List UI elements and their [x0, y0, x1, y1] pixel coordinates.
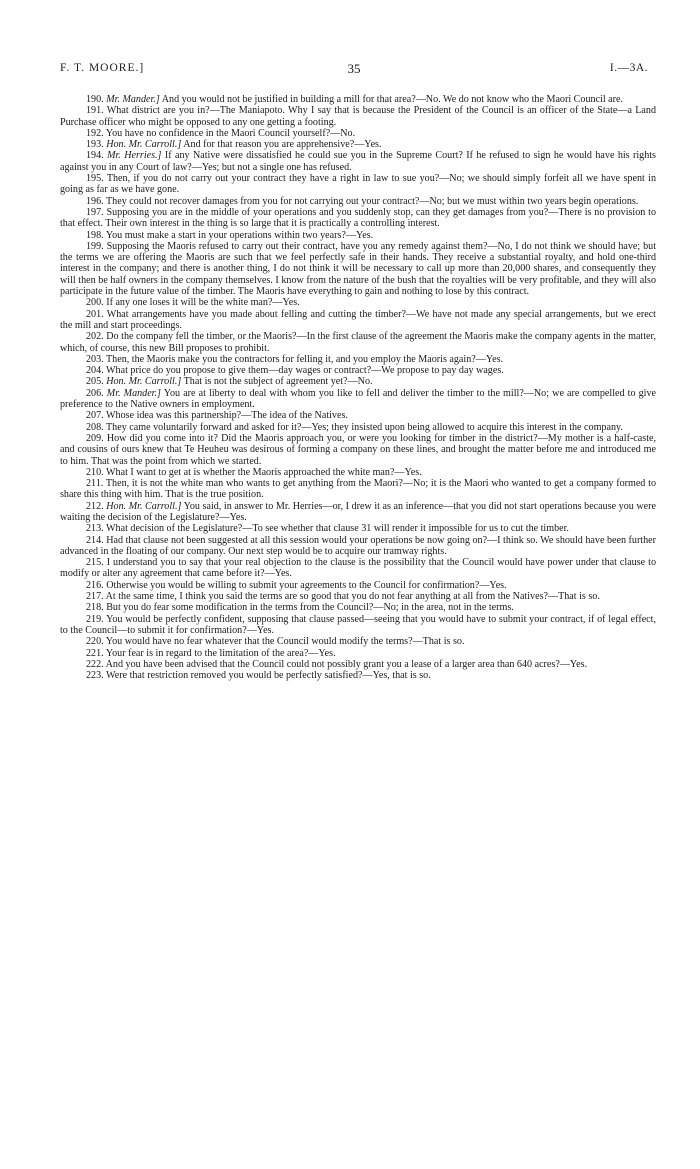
- question-number: 216.: [86, 579, 104, 591]
- question-number: 210.: [86, 466, 104, 478]
- speaker-name: Mr. Mander.]: [106, 94, 160, 105]
- testimony-paragraph: [60, 128, 656, 139]
- testimony-paragraph: [60, 150, 656, 173]
- header-witness: F. T. MOORE.]: [60, 62, 145, 74]
- paragraph-text: Your fear is in regard to the limitation of the area?—Yes.: [105, 647, 336, 659]
- paragraph-text: Then, if you do not carry out your contract they have a right in law to sue you?—No; we should simply forfeit all we have spent in going as far as we have gone.: [60, 173, 657, 196]
- testimony-paragraph: [60, 297, 656, 308]
- question-number: 209.: [86, 432, 104, 444]
- paragraph-text: How did you come into it? Did the Maoris approach you, or were you looking for timber in the district?—My mother is a half-caste, and cousins of ours knew that Te Heuheu was desirous of forming a company on these lines, and brought the matter before me and introduced me to him. That was the point from which we started.: [60, 432, 657, 467]
- paragraph-text: Then, the Maoris make you the contractors for felling it, and you employ the Maoris again?—Yes.: [106, 353, 504, 365]
- question-number: 195.: [86, 173, 104, 185]
- paragraph-text: What arrangements have you made about felling and cutting the timber?—We have not made any special arrangements, but we erect the mill and start proceedings.: [60, 308, 656, 331]
- paragraph-text: That is not the subject of agreement yet?—No.: [181, 376, 373, 388]
- testimony-paragraph: [60, 535, 656, 558]
- document-reference: I.—3A.: [609, 62, 648, 74]
- paragraph-text: What I want to get at is whether the Maoris approached the white man?—Yes.: [106, 466, 422, 478]
- testimony-paragraph: [60, 196, 656, 207]
- testimony-paragraph: [60, 388, 656, 411]
- paragraph-text: Do the company fell the timber, or the Maoris?—In the first clause of the agreement the Maoris make the company agents in the matter, which, of course, this new Bill proposes to prohibit.: [60, 331, 657, 354]
- question-number: 212.: [86, 500, 104, 512]
- paragraph-text: At the same time, I think you said the terms are so good that you do not fear anything at all from the Natives?—That is so.: [105, 591, 600, 603]
- speaker-name: Hon. Mr. Carroll.]: [106, 376, 182, 388]
- question-number: 202.: [86, 331, 104, 343]
- testimony-paragraph: [60, 636, 656, 647]
- testimony-paragraph: [60, 331, 656, 354]
- testimony-paragraph: [60, 591, 656, 602]
- testimony-body: [60, 94, 656, 681]
- testimony-paragraph: [60, 241, 656, 297]
- testimony-paragraph: [60, 648, 656, 659]
- question-number: 194.: [86, 150, 104, 162]
- paragraph-text: What decision of the Legislature?—To see whether that clause 31 will render it impossible for us to cut the timber.: [106, 523, 569, 535]
- testimony-paragraph: [60, 659, 656, 670]
- paragraph-text: What district are you in?—The Maniapoto. Why I say that is because the President of the Council is an officer of the State—a Land Purchase officer who might be opposed to any one getting a footing.: [60, 105, 656, 128]
- question-number: 192.: [86, 127, 104, 139]
- paragraph-text: You have no confidence in the Maori Council yourself?—No.: [105, 127, 356, 139]
- paragraph-text: I understand you to say that your real objection to the clause is the possibility that the Council would have power under that clause to modify or alter any agreement that came before it?—Yes.: [60, 557, 656, 580]
- question-number: 200.: [86, 297, 104, 309]
- paragraph-text: Supposing you are in the middle of your operations and you suddenly stop, can they get damages from you?—There is no provision to that effect. Their own interest in the thing is so large that it is practically a controlling interest.: [60, 206, 656, 230]
- question-number: 211.: [86, 478, 104, 490]
- testimony-paragraph: [60, 105, 656, 128]
- question-number: 193.: [86, 139, 104, 151]
- testimony-paragraph: [60, 376, 656, 387]
- testimony-paragraph: [60, 670, 656, 681]
- question-number: 201.: [86, 308, 104, 320]
- question-number: 219.: [86, 613, 104, 625]
- question-number: 205.: [86, 376, 104, 388]
- question-number: 208.: [86, 421, 104, 433]
- question-number: 206.: [86, 387, 104, 399]
- question-number: 213.: [86, 523, 104, 535]
- question-number: 215.: [86, 557, 104, 569]
- paragraph-text: You said, in answer to Mr. Herries—or, I drew it as an inference—that you did not start operations because you were waiting the decision of the Legislature?—Yes.: [60, 500, 656, 523]
- paragraph-text: And you have been advised that the Council could not possibly grant you a lease of a larger area than 640 acres?—Yes.: [105, 658, 588, 670]
- question-number: 203.: [86, 353, 104, 365]
- paragraph-text: You would have no fear whatever that the Council would modify the terms?—That is so.: [105, 636, 465, 648]
- testimony-paragraph: [60, 467, 656, 478]
- testimony-paragraph: [60, 207, 656, 230]
- paragraph-text: They could not recover damages from you for not carrying out your contract?—No; but we must within two years begin operations.: [106, 195, 639, 207]
- testimony-paragraph: [60, 139, 656, 150]
- testimony-paragraph: [60, 365, 656, 376]
- testimony-paragraph: [60, 309, 656, 332]
- paragraph-text: You must make a start in your operations within two years?—Yes.: [105, 229, 374, 241]
- testimony-paragraph: [60, 523, 656, 534]
- paragraph-text: You would be perfectly confident, supposing that clause passed—seeing that you would have to submit your contract, if of legal effect, to the Council—to submit it for confirmation?—Yes.: [60, 613, 656, 636]
- paragraph-text: Were that restriction removed you would be perfectly satisfied?—Yes, that is so.: [106, 670, 431, 682]
- page-header: [60, 62, 648, 78]
- testimony-paragraph: [60, 580, 656, 591]
- paragraph-text: Otherwise you would be willing to submit your agreements to the Council for confirmation?—Yes.: [106, 579, 507, 591]
- paragraph-text: But you do fear some modification in the terms from the Council?—No; in the area, not in the terms.: [106, 602, 514, 614]
- question-number: 196.: [86, 195, 104, 207]
- question-number: 198.: [86, 229, 104, 241]
- paragraph-text: You are at liberty to deal with whom you like to fell and deliver the timber to the mill?—No; we are compelled to give preference to the Native owners in employment.: [60, 387, 656, 411]
- testimony-paragraph: [60, 557, 656, 580]
- question-number: 223.: [86, 670, 104, 682]
- paragraph-text: They came voluntarily forward and asked for it?—Yes; they insisted upon being allowed to acquire this interest in the company.: [106, 421, 623, 433]
- question-number: 218.: [86, 602, 104, 614]
- question-number: 222.: [86, 658, 104, 670]
- testimony-paragraph: [60, 354, 656, 365]
- testimony-paragraph: [60, 94, 656, 105]
- question-number: 214.: [86, 534, 104, 546]
- testimony-paragraph: [60, 173, 656, 196]
- paragraph-text: Had that clause not been suggested at all this session would your operations be now going on?—I think so. We should have been further advanced in the floating of our company. Our next step would be to acquire our tramway rights.: [60, 534, 657, 557]
- testimony-paragraph: [60, 230, 656, 241]
- speaker-name: Mr. Mander.]: [106, 387, 161, 399]
- question-number: 199.: [86, 240, 104, 252]
- question-number: 207.: [86, 410, 104, 422]
- paragraph-text: And for that reason you are apprehensive?—Yes.: [181, 139, 382, 151]
- testimony-paragraph: [60, 614, 656, 637]
- testimony-paragraph: [60, 501, 656, 524]
- question-number: 217.: [86, 591, 104, 603]
- question-number: 204.: [86, 365, 104, 377]
- paragraph-text: And you would not be justified in building a mill for that area?—No. We do not know who the Maori Council are.: [159, 94, 623, 105]
- paragraph-text: Supposing the Maoris refused to carry out their contract, have you any remedy against them?—No, I do not think we should have; but the terms we are offering the Maoris are such that we feel perfectly safe in their hands. They receive a substantial royalty, and hold one-third interest in the company; and there is another thing, I do not think it will be necessary to call up more than 20,000 shares, and consequently they will then be half owners in the company themselves. I know from the nature of the bush that the royalties will be very profitable, and they will also participate in the future value of the timber. The Maoris have everything to gain and nothing to lose by this contract.: [60, 240, 656, 298]
- page-number: 35: [347, 61, 361, 76]
- paragraph-text: Whose idea was this partnership?—The idea of the Natives.: [106, 410, 348, 422]
- testimony-paragraph: [60, 602, 656, 613]
- speaker-name: Hon. Mr. Carroll.]: [106, 139, 182, 151]
- testimony-paragraph: [60, 478, 656, 501]
- paragraph-text: What price do you propose to give them—day wages or contract?—We propose to pay day wages.: [106, 365, 504, 377]
- testimony-paragraph: [60, 410, 656, 421]
- question-number: 221.: [86, 647, 104, 659]
- question-number: 220.: [86, 636, 104, 648]
- testimony-paragraph: [60, 433, 656, 467]
- question-number: 197.: [86, 206, 104, 218]
- paragraph-text: If any one loses it will be the white man?—Yes.: [106, 297, 300, 309]
- paragraph-text: If any Native were dissatisfied he could sue you in the Supreme Court? If he refused to sign he would have his rights against you in any Court of law?—Yes; but not a single one has refused.: [60, 150, 656, 173]
- speaker-name: Mr. Herries.]: [107, 150, 162, 162]
- question-number: 190.: [86, 94, 104, 105]
- question-number: 191.: [86, 105, 104, 117]
- speaker-name: Hon. Mr. Carroll.]: [106, 500, 182, 512]
- testimony-paragraph: [60, 422, 656, 433]
- paragraph-text: Then, it is not the white man who wants to get anything from the Maori?—No; it is the Maori who wanted to get a company formed to share this thing with him. That is the true position.: [60, 478, 656, 501]
